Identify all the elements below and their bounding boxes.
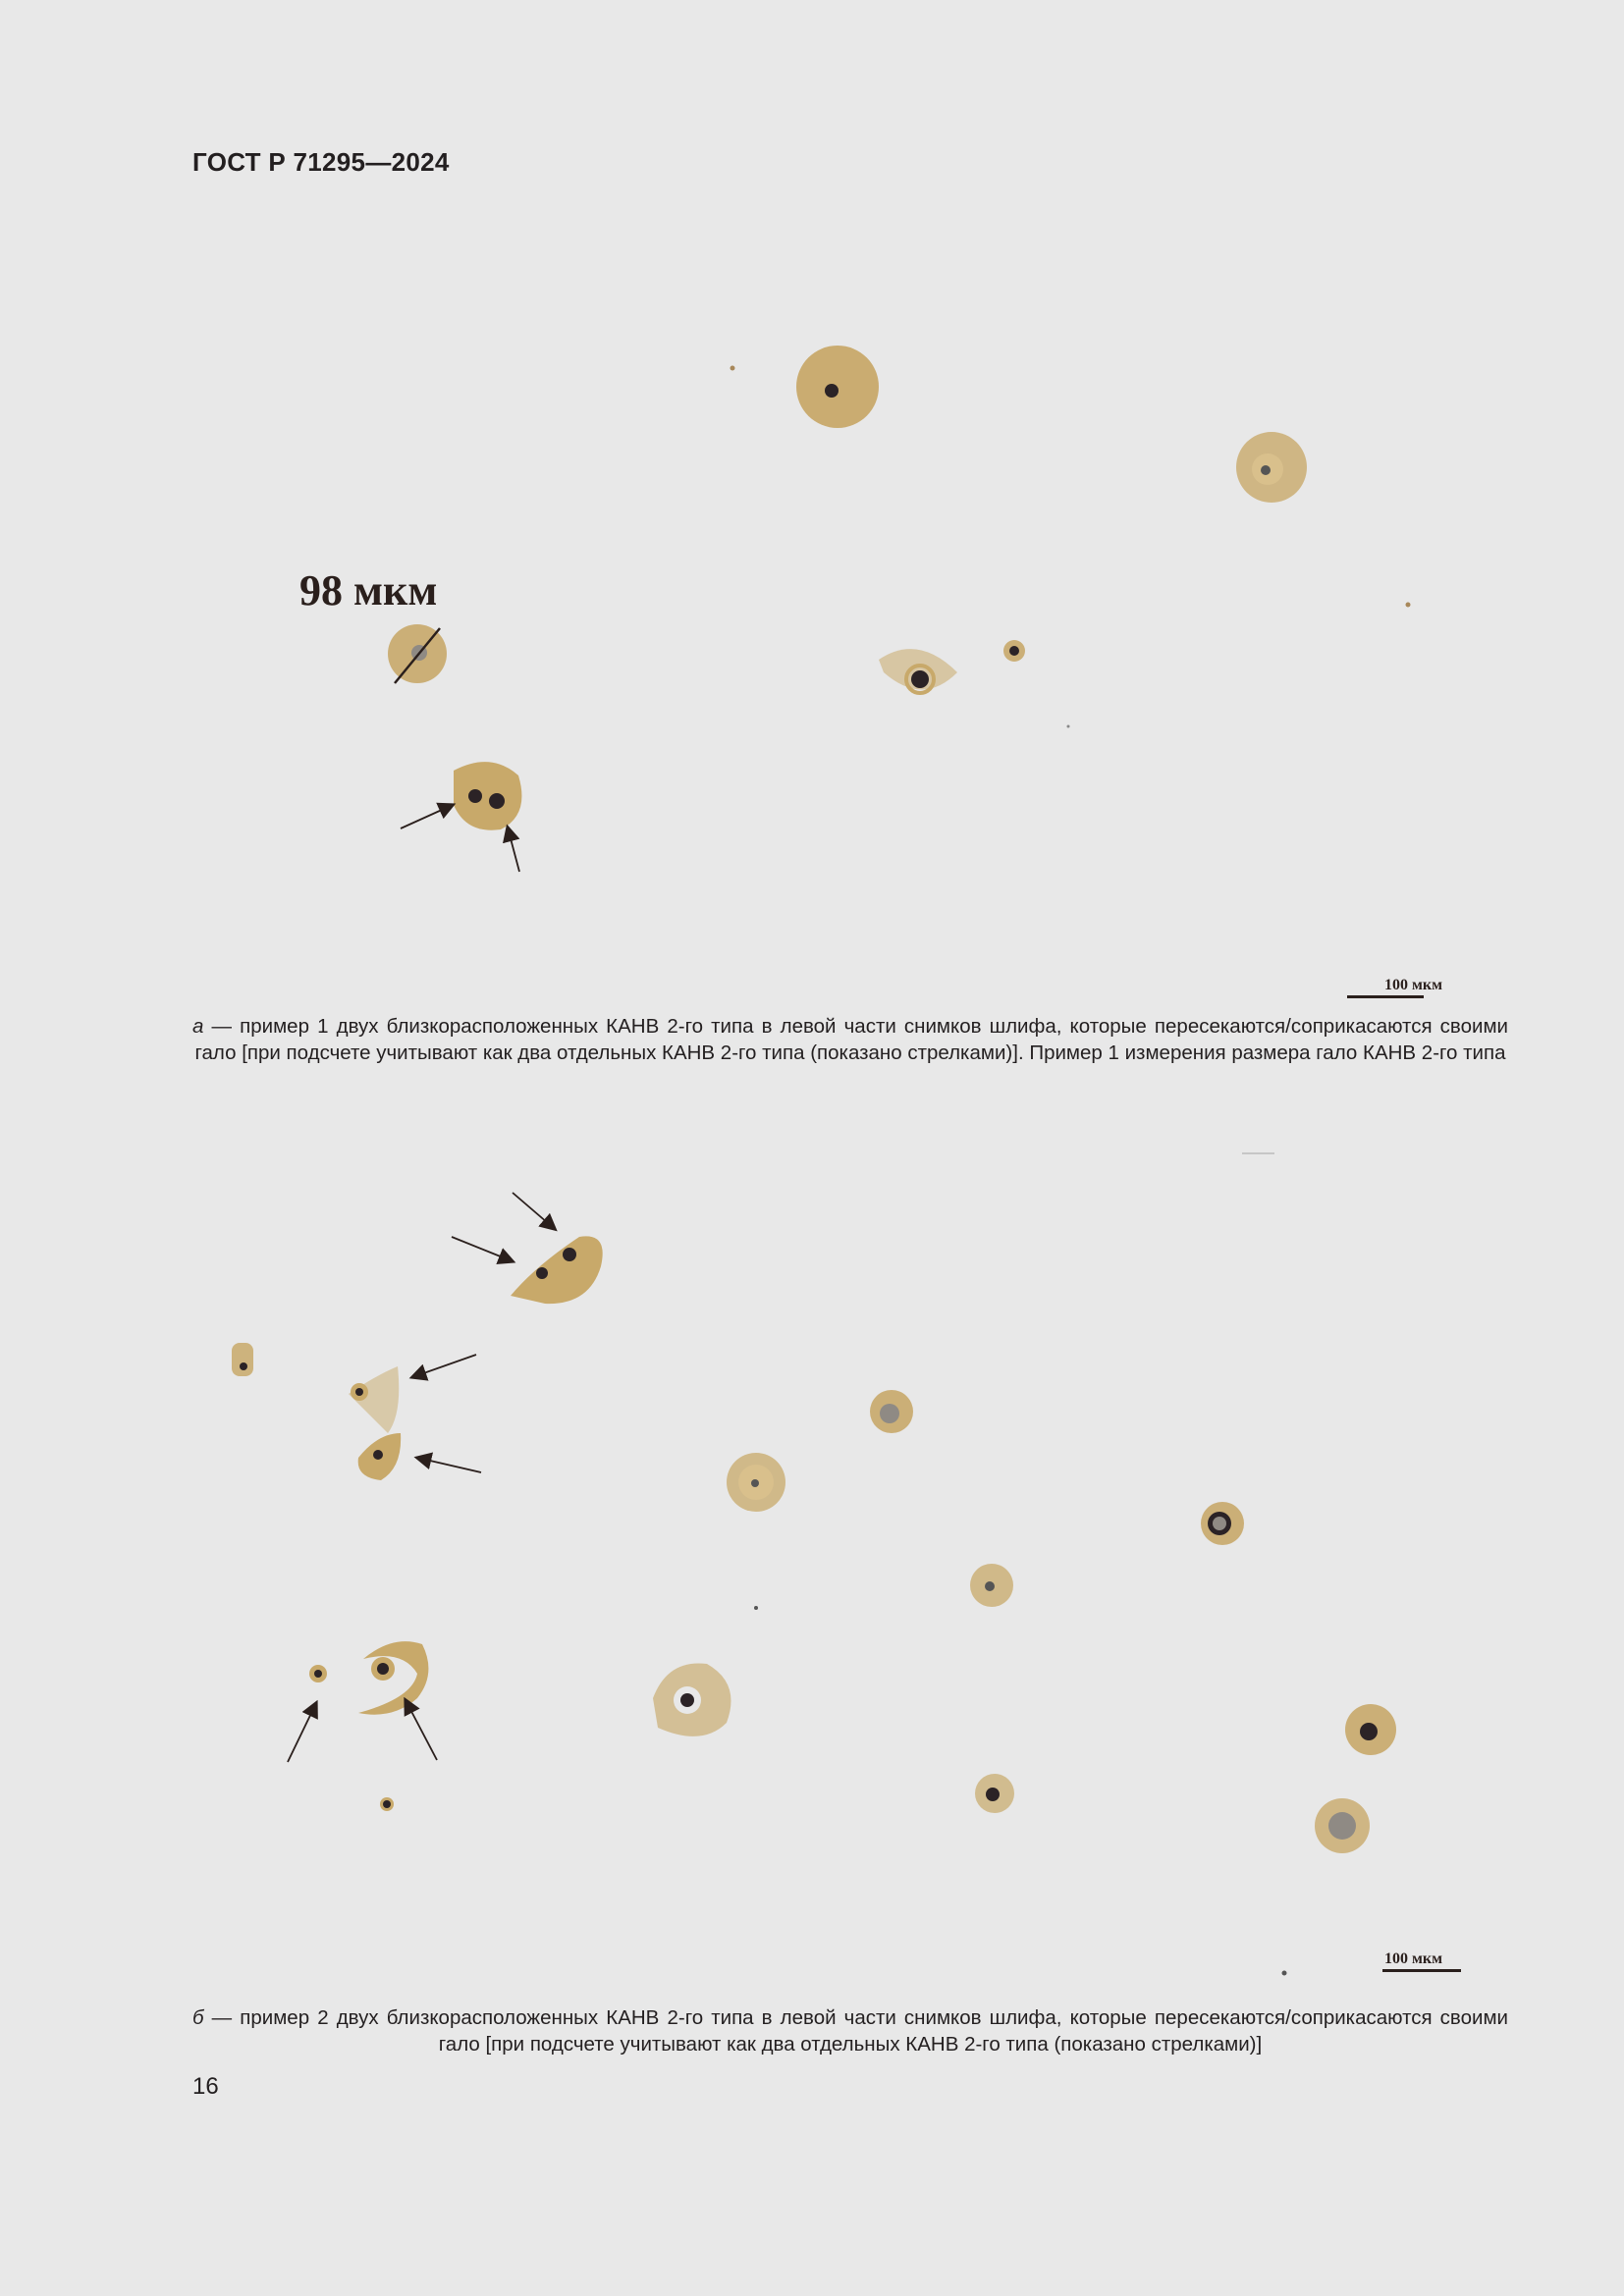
inclusion-pair-top bbox=[511, 1236, 603, 1304]
scale-bar-label-a: 100 мкм bbox=[1384, 977, 1443, 993]
inclusion-halo-center bbox=[879, 649, 957, 693]
arrow-5 bbox=[412, 1355, 476, 1377]
scale-bar-b bbox=[1382, 1969, 1461, 1972]
figure-a-image bbox=[0, 314, 1624, 1001]
inclusion-pair-left bbox=[349, 1366, 401, 1480]
arrow-4 bbox=[452, 1237, 513, 1261]
inclusion-top bbox=[796, 346, 879, 428]
inclusion-b1 bbox=[870, 1390, 913, 1433]
inclusion-measured bbox=[388, 624, 447, 683]
arrow-8 bbox=[406, 1700, 437, 1760]
document-code: ГОСТ Р 71295—2024 bbox=[192, 147, 450, 177]
inclusion-right bbox=[1236, 432, 1307, 503]
inclusion-b3 bbox=[1201, 1502, 1244, 1545]
inclusion-b5 bbox=[653, 1663, 731, 1735]
figure-b-caption-text: — пример 2 двух близкорасположенных КАНВ 2-го типа в левой части снимков шлифа, которые пересекаются/соприкасаются своими гало [при подсчете учитывают как два отдельных КАНВ 2-го типа (показано стрелками)] bbox=[203, 2006, 1508, 2056]
inclusion-b8 bbox=[1315, 1798, 1370, 1853]
figure-a-letter: а bbox=[192, 1015, 204, 1038]
measurement-label: 98 мкм bbox=[299, 566, 438, 614]
inclusion-b9 bbox=[380, 1797, 394, 1811]
figure-a-caption-text: — пример 1 двух близкорасположенных КАНВ 2-го типа в левой части снимков шлифа, которые пересекаются/соприкасаются своими гало [при подсчете учитывают как два отдельных КАНВ 2-го типа (показано стрелками)]. Пример 1 измерения размера гало КАНВ 2-го типа bbox=[194, 1015, 1508, 1064]
figure-b-caption bbox=[192, 2004, 1508, 2057]
figure-b-image bbox=[0, 1139, 1624, 1993]
arrow-2 bbox=[508, 828, 519, 872]
page-number: 16 bbox=[192, 2073, 219, 2100]
inclusion-pair-bottom bbox=[309, 1641, 428, 1715]
scale-bar-label-b: 100 мкм bbox=[1384, 1950, 1443, 1967]
figure-a-caption bbox=[192, 1013, 1508, 1066]
inclusion-b2 bbox=[727, 1453, 785, 1512]
inclusion-b7 bbox=[975, 1774, 1014, 1813]
arrow-7 bbox=[288, 1703, 316, 1762]
arrow-6 bbox=[417, 1458, 481, 1472]
inclusion-edge-left bbox=[232, 1343, 253, 1376]
figure-b-letter: б bbox=[192, 2006, 204, 2029]
inclusion-b6 bbox=[1345, 1704, 1396, 1755]
inclusion-pair-touching bbox=[454, 762, 521, 830]
inclusion-b4 bbox=[970, 1564, 1013, 1607]
arrow-3 bbox=[513, 1193, 555, 1229]
figure-b-micrograph bbox=[0, 1139, 1624, 1993]
arrow-1 bbox=[401, 805, 453, 828]
figure-a-micrograph bbox=[0, 314, 1624, 1001]
inclusion-small-center bbox=[1003, 640, 1025, 662]
scale-bar-a bbox=[1347, 995, 1424, 998]
